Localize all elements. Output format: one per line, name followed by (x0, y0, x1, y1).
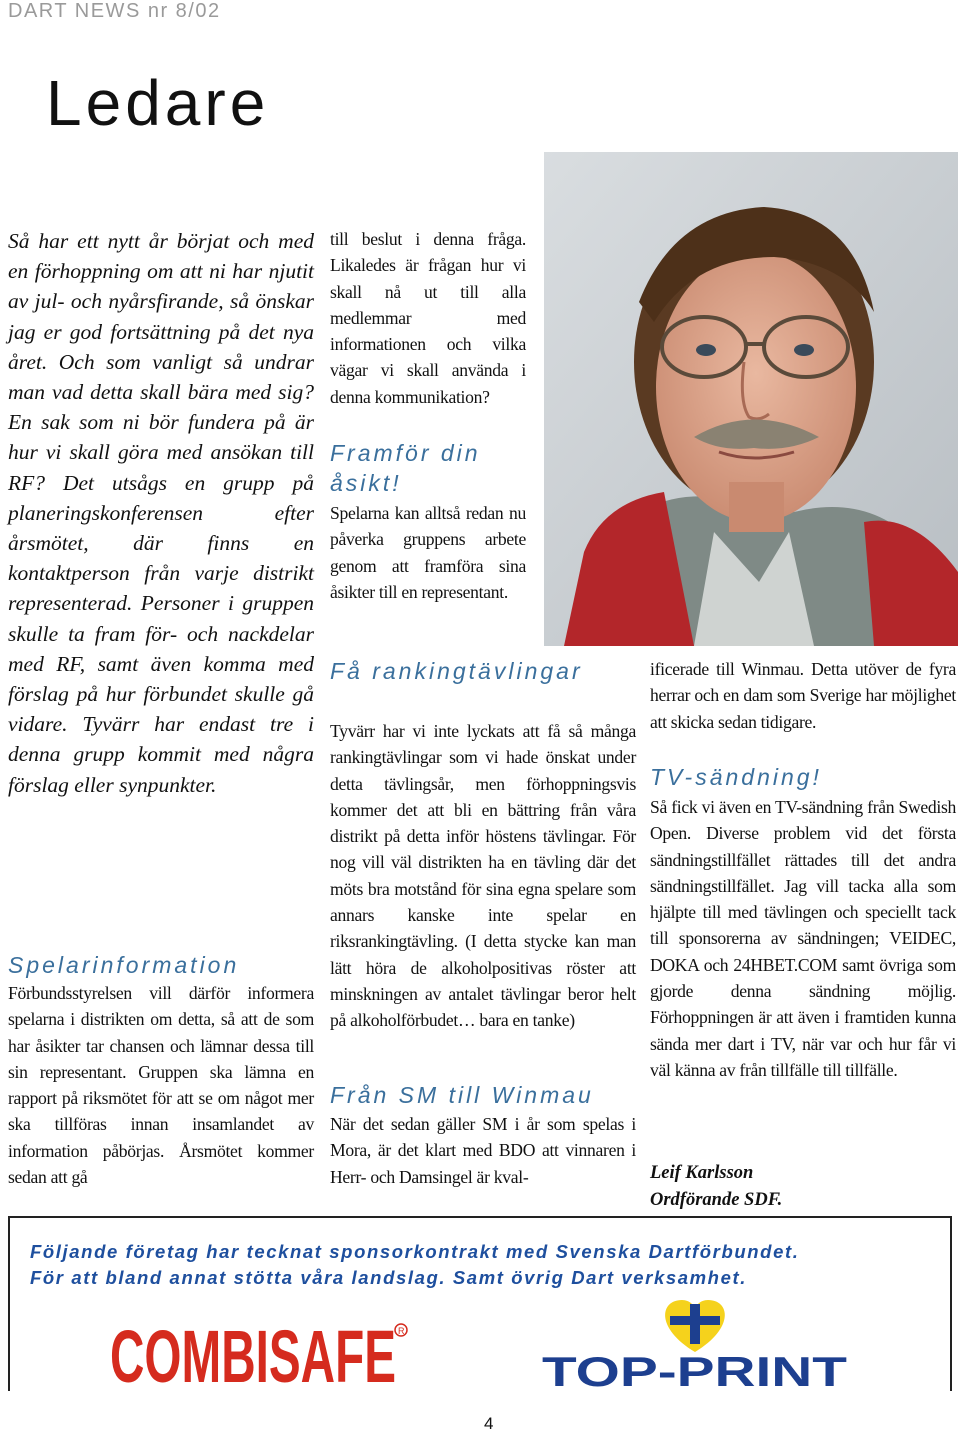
section-body-sm-winmau (330, 1111, 636, 1190)
section-heading-spelarinformation: Spelarinformation (8, 952, 240, 978)
signature-role: Ordförande SDF. (650, 1190, 783, 1210)
topprint-logo (540, 1298, 850, 1390)
column3-text: ificerade till Winmau. Detta utöver de fyra herrar och en dam som Sverige har möjlighet att skicka sedan tidigare. (650, 659, 956, 732)
section-heading-rankingtavlingar: Få rankingtävlingar (330, 658, 583, 684)
page-title: Ledare (46, 67, 270, 139)
svg-text:COMBISAFE: COMBISAFE (110, 1318, 396, 1390)
lead-paragraph (8, 226, 314, 800)
portrait-photo (544, 152, 958, 646)
issue-header: DART NEWS nr 8/02 (8, 0, 221, 22)
framfor-text: Spelarna kan alltså redan nu påverka gruppens arbete genom att framföra sina åsikter till en representant. (330, 503, 526, 602)
section-heading-framfor: Framför din åsikt! (330, 440, 481, 496)
page-number: 4 (484, 1414, 494, 1433)
sponsor-text-line-1: Följande företag har tecknat sponsorkontrakt med Svenska Dartförbundet. (30, 1241, 800, 1262)
section-heading-sm-winmau: Från SM till Winmau (330, 1082, 594, 1108)
section-body-spelarinformation (8, 980, 314, 1190)
svg-text:R: R (398, 1326, 405, 1336)
sponsor-text-line-2: För att bland annat stötta våra landslag. Samt övrig Dart verksamhet. (30, 1267, 747, 1288)
column3-continuation (650, 656, 956, 735)
signature-name: Leif Karlsson (650, 1163, 754, 1183)
svg-text:TOP-PRINT: TOP-PRINT (542, 1348, 848, 1390)
section-body-rankingtavlingar (330, 718, 636, 1034)
signature (650, 1160, 782, 1214)
combisafe-logo (108, 1318, 408, 1390)
column2-text: till beslut i denna fråga. Likaledes är frågan hur vi skall nå ut till alla medlemmar med informationen och vilka vägar vi skall använda i denna kommunikation? (330, 229, 526, 407)
spelarinformation-text: Förbundsstyrelsen vill därför informera spelarna i distrikten om detta, så att de som har åsikter tar chansen och lämnar dessa till sin representant. Gruppen ska lämna en rapport på riksmötet för att se om något mer ska tillföras innan insamlandet av information påbörjas. Årsmötet kommer sedan att gå (8, 983, 314, 1188)
lead-text: Så har ett nytt år börjat och med en förhoppning om att ni har njutit av jul- och nyårsfirande, så önskar jag er god fortsättning på det nya året. Och som vanligt så undrar man vad detta skall bära med sig? En sak som ni bör fundera på är hur vi skall göra med ansökan till RF? Det utsågs en grupp på planeringskonferensen efter årsmötet, där finns en kontaktperson från varje distrikt representerad. Personer i gruppen skulle ta fram för- och nackdelar med RF, samt även komma med förslag på hur förbundet skulle gå vidare. Tyvärr har endast tre i denna grupp kommit med några förslag eller synpunkter. (8, 229, 314, 797)
section-heading-tv: TV-sändning! (650, 764, 822, 790)
section-body-tv (650, 794, 956, 1083)
section-body-framfor (330, 500, 526, 605)
tv-text: Så fick vi även en TV-sändning från Swedish Open. Diverse problem vid det första sändningstillfället rättades till det andra sändningstillfället. Jag vill tacka alla som hjälpte till med tävlingen och speciellt tack till sponsorerna av sändningen; VEIDEC, DOKA och 24HBET.COM samt övriga som gjorde denna sändning möjlig. Förhoppningen är att även i framtiden kunna sända mer dart i TV, när var och hur får vi väl känna av från tillfälle till tillfälle. (650, 797, 956, 1080)
sm-winmau-text: När det sedan gäller SM i år som spelas i Mora, är det klart med BDO att vinnaren i Herr- och Damsingel är kval- (330, 1114, 636, 1187)
column2-continuation (330, 226, 526, 410)
rankingtavlingar-text: Tyvärr har vi inte lyckats att få så många rankingtävlingar som vi hade önskat under detta tävlingsår, men förhoppningsvis kommer det att bli en bättring från våra distrikt på detta inför höstens tävlingar. För nog vill väl distrikten ha en tävling där det möts bra motstånd för sina egna spelare som annars kanske inte spelar en riksrankingtävling. (I detta stycke kan man lätt höra de alkoholpositivas röster att minskningen av antalet tävlingar beror helt på alkoholförbudet… bara en tanke) (330, 721, 636, 1031)
